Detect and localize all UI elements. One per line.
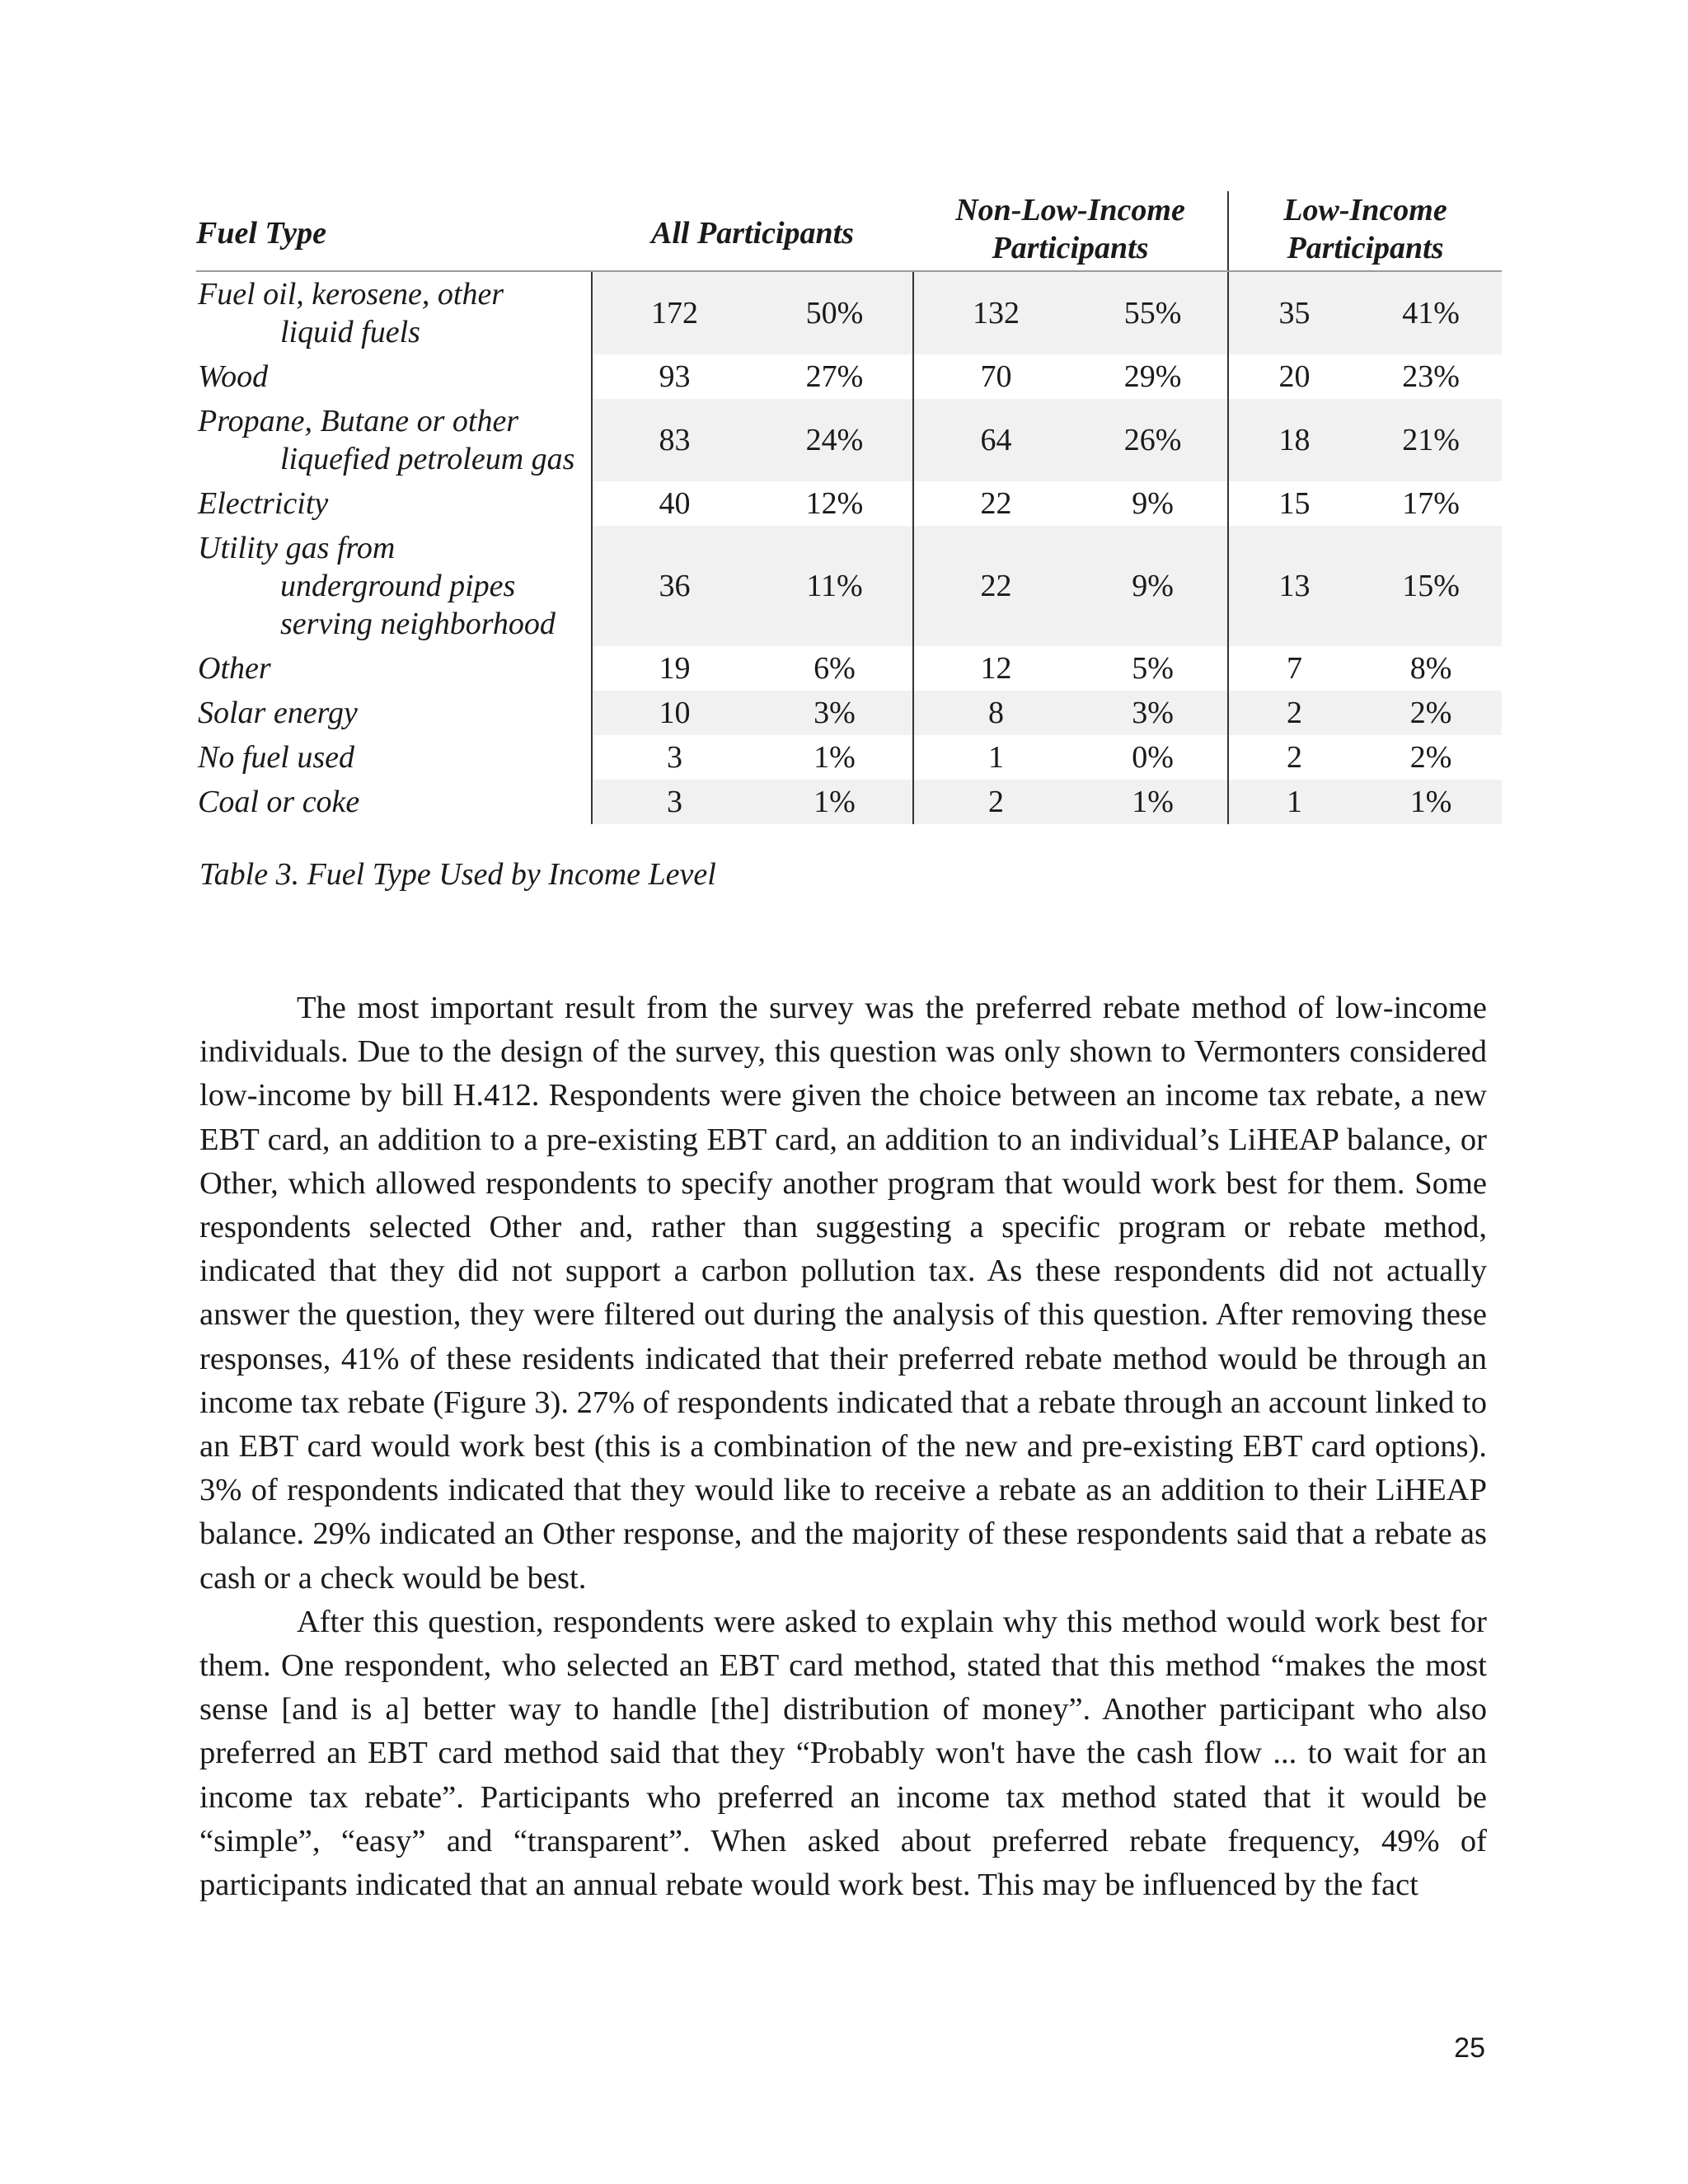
- table-row: [196, 691, 1502, 735]
- all-count-cell: 83: [592, 399, 757, 481]
- all-count-cell: 93: [592, 354, 757, 399]
- non-low-income-count-cell: 8: [913, 691, 1078, 735]
- non-low-income-percent-cell: 1%: [1078, 780, 1228, 824]
- low-income-percent-cell: 21%: [1360, 399, 1502, 481]
- fuel-type-label: Fuel oil, kerosene, other: [198, 277, 504, 312]
- fuel-type-cell: [196, 691, 592, 735]
- non-low-income-count-cell: 12: [913, 646, 1078, 691]
- fuel-type-label-continuation: liquefied petroleum gas: [280, 442, 575, 476]
- fuel-type-label: Propane, Butane or other: [198, 404, 519, 438]
- low-income-count-cell: 35: [1228, 271, 1360, 354]
- fuel-type-cell: [196, 735, 592, 780]
- low-income-count-cell: 15: [1228, 481, 1360, 526]
- all-percent-cell: 50%: [757, 271, 913, 354]
- fuel-type-cell: [196, 354, 592, 399]
- table-row: [196, 354, 1502, 399]
- body-text: [199, 987, 1487, 1907]
- body-paragraph: After this question, respondents were asked to explain why this method would work best for them. One respondent, who selected an EBT card method, stated that this method “makes the most sense [and is a] better way to handle [the] distribution of money”. Another participant who also preferred an EBT card method said that they “Probably won't have the cash flow ... to wait for an income tax rebate”. Participants who preferred an income tax method stated that it would be “simple”, “easy” and “transparent”. When asked about preferred rebate frequency, 49% of participants indicated that an annual rebate would work best. This may be influenced by the fact: [199, 1604, 1487, 1903]
- non-low-income-percent-cell: 29%: [1123, 359, 1182, 394]
- fuel-type-cell: [196, 526, 592, 646]
- all-count-cell: 36: [592, 526, 757, 646]
- low-income-percent-cell: 17%: [1402, 486, 1460, 521]
- low-income-percent-cell: 41%: [1360, 271, 1502, 354]
- non-low-income-count-cell: 22: [913, 481, 1078, 526]
- all-percent-cell: 1%: [757, 780, 913, 824]
- all-percent-cell: 1%: [814, 740, 856, 775]
- non-low-income-percent-cell: 5%: [1132, 651, 1174, 686]
- header-non-low-income-participants: Non-Low-Income Participants: [913, 191, 1228, 271]
- fuel-type-label: Solar energy: [198, 696, 358, 730]
- low-income-count-cell: 7: [1228, 646, 1360, 691]
- low-income-percent-cell: 8%: [1409, 651, 1452, 686]
- all-percent-cell: 27%: [805, 359, 864, 394]
- table-body: [196, 271, 1502, 824]
- non-low-income-count-cell: 2: [913, 780, 1078, 824]
- fuel-type-cell: [196, 780, 592, 824]
- page-number: 25: [1454, 2032, 1485, 2064]
- fuel-type-label: Utility gas from: [198, 531, 396, 565]
- fuel-type-label: Other: [198, 651, 271, 686]
- non-low-income-count-cell: 132: [913, 271, 1078, 354]
- fuel-type-label-continuation: serving neighborhood: [280, 607, 556, 641]
- fuel-type-label: Coal or coke: [198, 785, 360, 819]
- all-count-cell: 40: [592, 481, 757, 526]
- fuel-type-cell: [196, 271, 592, 354]
- table-row: [196, 481, 1502, 526]
- fuel-type-label: Electricity: [198, 486, 329, 521]
- table-header-row: [196, 191, 1502, 271]
- all-count-cell: 172: [592, 271, 757, 354]
- low-income-count-cell: 2: [1228, 735, 1360, 780]
- table-caption: Table 3. Fuel Type Used by Income Level: [199, 857, 716, 892]
- fuel-type-cell: [196, 646, 592, 691]
- non-low-income-count-cell: 1: [913, 735, 1078, 780]
- table-row: [196, 735, 1502, 780]
- header-all-participants: All Participants: [592, 191, 913, 271]
- low-income-percent-cell: 2%: [1409, 740, 1452, 775]
- non-low-income-percent-cell: 9%: [1132, 486, 1174, 521]
- low-income-percent-cell: 2%: [1360, 691, 1502, 735]
- fuel-type-cell: [196, 481, 592, 526]
- all-count-cell: 3: [592, 780, 757, 824]
- table-row: [196, 780, 1502, 824]
- non-low-income-percent-cell: 0%: [1132, 740, 1174, 775]
- fuel-type-cell: [196, 399, 592, 481]
- all-percent-cell: 12%: [805, 486, 864, 521]
- non-low-income-count-cell: 70: [913, 354, 1078, 399]
- header-low-income-participants: Low-Income Participants: [1228, 191, 1502, 271]
- non-low-income-count-cell: 22: [913, 526, 1078, 646]
- all-percent-cell: 24%: [757, 399, 913, 481]
- low-income-count-cell: 2: [1228, 691, 1360, 735]
- low-income-count-cell: 13: [1228, 526, 1360, 646]
- fuel-type-label-continuation: liquid fuels: [280, 315, 420, 349]
- fuel-type-label-continuation: underground pipes: [280, 569, 516, 603]
- non-low-income-count-cell: 64: [913, 399, 1078, 481]
- fuel-type-table: [196, 191, 1502, 824]
- fuel-type-label: No fuel used: [198, 740, 354, 775]
- fuel-type-label: Wood: [198, 359, 269, 394]
- header-fuel-type: Fuel Type: [196, 191, 592, 271]
- table-row: [196, 646, 1502, 691]
- table-row: [196, 271, 1502, 354]
- all-count-cell: 10: [592, 691, 757, 735]
- all-percent-cell: 3%: [757, 691, 913, 735]
- table-row: [196, 526, 1502, 646]
- all-percent-cell: 11%: [757, 526, 913, 646]
- body-paragraph: The most important result from the survey was the preferred rebate method of low-income individuals. Due to the design of the survey, this question was only shown to Vermonters considered low-income by bill H.412. Respondents were given the choice between an income tax rebate, a new EBT card, an addition to a pre-existing EBT card, an addition to an individual’s LiHEAP balance, or Other, which allowed respondents to specify another program that would work best for them. Some respondents selected Other and, rather than suggesting a specific program or rebate method, indicated that they did not support a carbon pollution tax. As these respondents did not actually answer the question, they were filtered out during the analysis of this question. After removing these responses, 41% of these residents indicated that their preferred rebate method would be through an income tax rebate (Figure 3). 27% of respondents indicated that a rebate through an account linked to an EBT card would work best (this is a combination of the new and pre-existing EBT card options). 3% of respondents indicated that they would like to receive a rebate as an addition to their LiHEAP balance. 29% indicated an Other response, and the majority of these respondents said that a rebate as cash or a check would be best.: [199, 991, 1487, 1596]
- non-low-income-percent-cell: 26%: [1078, 399, 1228, 481]
- table-row: [196, 399, 1502, 481]
- low-income-count-cell: 20: [1228, 354, 1360, 399]
- low-income-percent-cell: 15%: [1360, 526, 1502, 646]
- all-count-cell: 3: [592, 735, 757, 780]
- non-low-income-percent-cell: 3%: [1078, 691, 1228, 735]
- low-income-count-cell: 1: [1228, 780, 1360, 824]
- all-count-cell: 19: [592, 646, 757, 691]
- low-income-percent-cell: 23%: [1402, 359, 1460, 394]
- non-low-income-percent-cell: 55%: [1078, 271, 1228, 354]
- non-low-income-percent-cell: 9%: [1078, 526, 1228, 646]
- all-percent-cell: 6%: [814, 651, 856, 686]
- low-income-count-cell: 18: [1228, 399, 1360, 481]
- low-income-percent-cell: 1%: [1360, 780, 1502, 824]
